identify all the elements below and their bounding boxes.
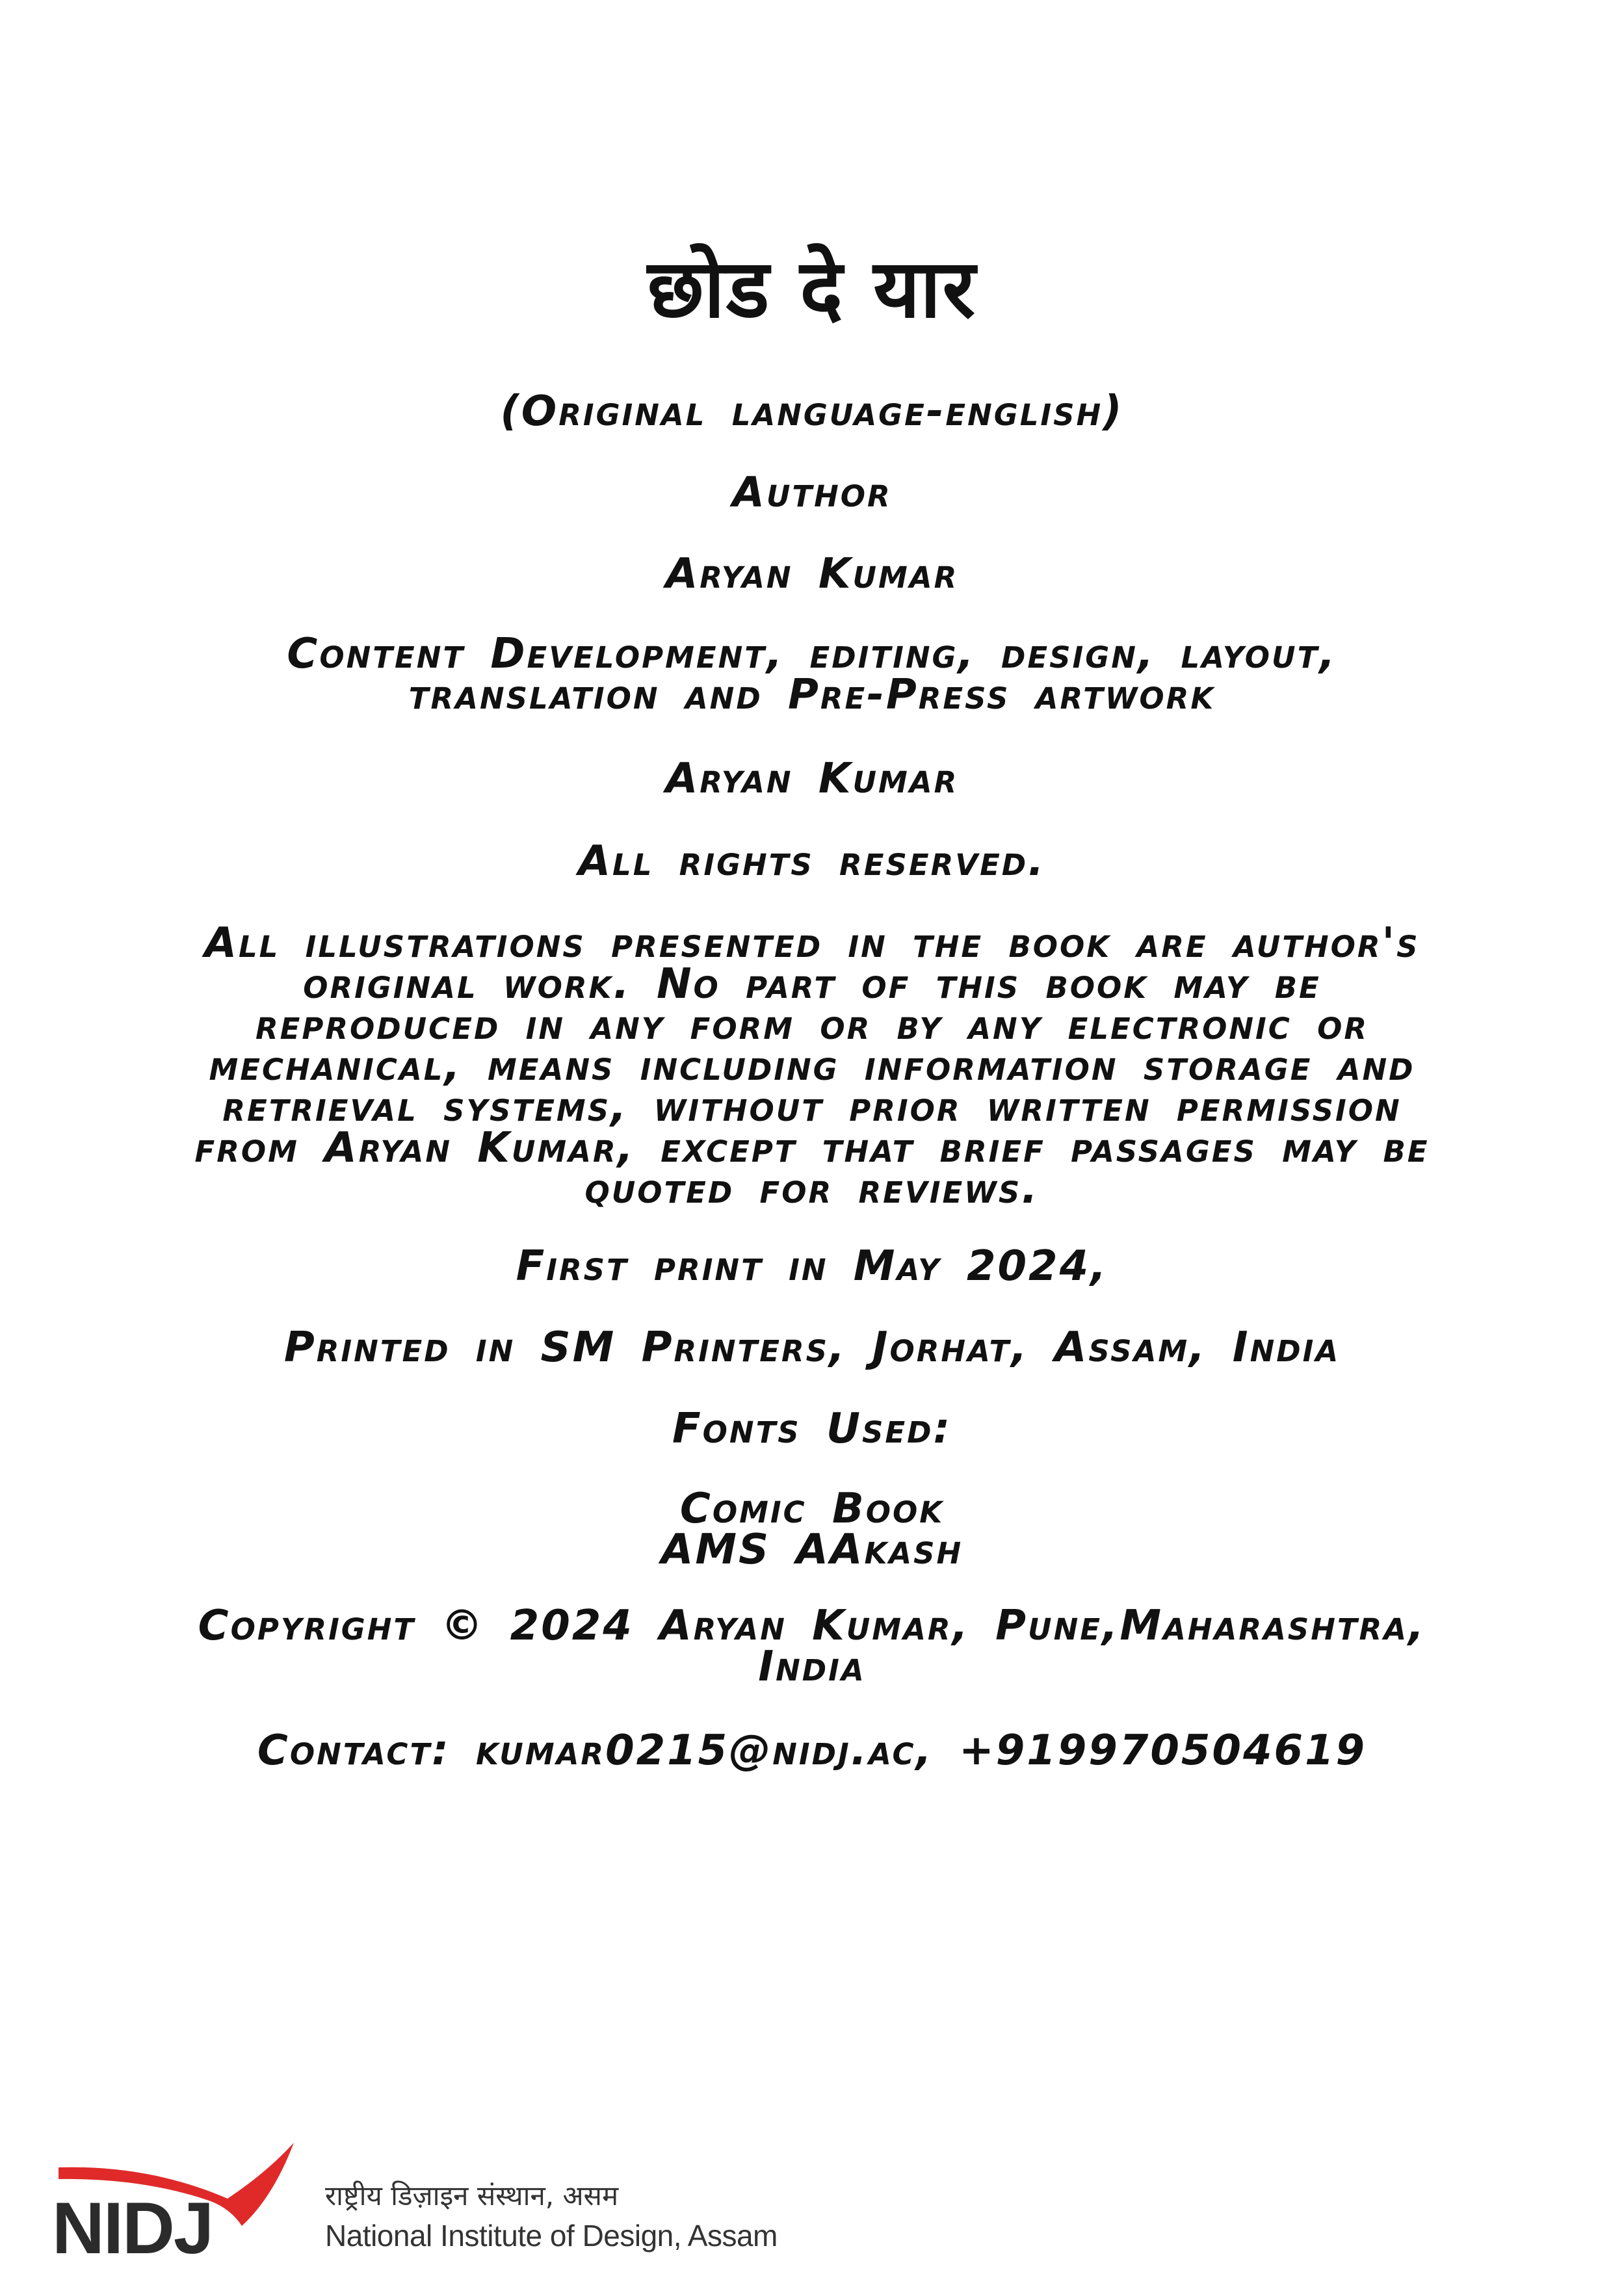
copyright-text: Copyright © 2024 Aryan Kumar, Pune,Maharashtra, <box>198 1602 1426 1650</box>
contact-info: Contact: kumar0215@nidj.ac, +919970504619 <box>257 1727 1367 1775</box>
fonts-heading: Fonts Used: <box>672 1405 952 1453</box>
institute-name-hindi: राष्ट्रीय डिज़ाइन संस्थान, असम <box>325 2180 619 2212</box>
notice-line: quoted for reviews. <box>584 1165 1040 1213</box>
author-name: Aryan Kumar <box>665 550 959 598</box>
institute-name-english: National Institute of Design, Assam <box>325 2219 778 2253</box>
author-heading: Author <box>732 469 892 517</box>
notice-line: reproduced in any form or by any electronic or <box>255 1001 1369 1049</box>
credits-line: translation and Pre-Press artwork <box>408 671 1216 719</box>
credits-block <box>78 630 1546 719</box>
notice-line: All illustrations presented in the book are author's <box>204 919 1420 967</box>
credits-name: Aryan Kumar <box>665 755 959 803</box>
original-language-note: (Original language-english) <box>500 387 1124 436</box>
font-name: AMS AAkash <box>661 1526 963 1574</box>
first-print-info: First print in May 2024, <box>516 1242 1108 1290</box>
notice-line: retrieval systems, without prior written permission <box>222 1083 1402 1131</box>
fonts-list <box>78 1485 1546 1574</box>
credits-line: Content Development, editing, design, layout, <box>287 630 1337 678</box>
logo-institute-name <box>325 2176 778 2256</box>
rights-statement: All rights reserved. <box>578 837 1046 885</box>
book-title: छोड दे यार <box>647 242 977 336</box>
copyright-notice <box>78 919 1546 1213</box>
copyright-line <box>78 1602 1546 1691</box>
logo-acronym: NIDJ <box>52 2188 213 2269</box>
font-name: Comic Book <box>679 1485 945 1533</box>
notice-line: original work. No part of this book may be <box>303 960 1321 1008</box>
copyright-text: India <box>758 1643 866 1691</box>
notice-line: from Aryan Kumar, except that brief passages may be <box>194 1124 1430 1172</box>
notice-line: mechanical, means including information storage and <box>209 1042 1415 1090</box>
printer-info: Printed in SM Printers, Jorhat, Assam, India <box>283 1324 1341 1372</box>
institute-logo <box>52 2139 780 2269</box>
